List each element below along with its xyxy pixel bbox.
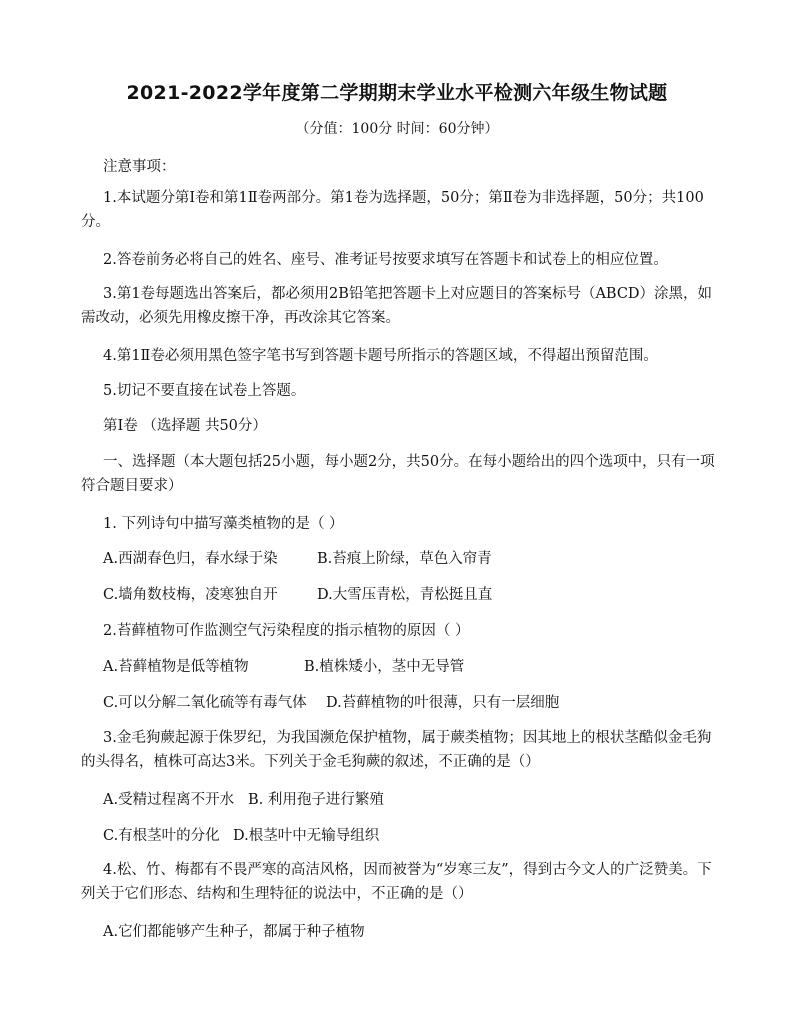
question-stem: 1. 下列诗句中描写藻类植物的是（ ） (103, 516, 344, 532)
answer-option: B. 利用孢子进行繁殖 (248, 792, 384, 808)
answer-option: A.它们都能够产生种子，都属于种子植物 (103, 924, 365, 940)
note-item: 1.本试题分第Ⅰ卷和第1Ⅱ卷两部分。第1卷为选择题，50分；第Ⅱ卷为非选择题，50分；共100分。 (81, 190, 704, 230)
question-stem: 4.松、竹、梅都有不畏严寒的高洁风格，因而被誉为“岁寒三友”，得到古今文人的广泛赞美。下列关于它们形态、结构和生理特征的说法中，不正确的是（） (81, 862, 712, 902)
answer-option: D.苔藓植物的叶很薄，只有一层细胞 (326, 695, 560, 711)
answer-option: A.受精过程离不开水 (103, 792, 235, 808)
section-heading: 第Ⅰ卷 （选择题 共50分） (103, 418, 267, 434)
answer-option: D.大雪压青松，青松挺且直 (317, 587, 493, 603)
answer-option: D.根茎叶中无输导组织 (233, 828, 380, 844)
part-heading: 一、选择题（本大题包括25小题，每小题2分，共50分。在每小题给出的四个选项中，只有一项符合题目要求） (81, 454, 715, 494)
question-stem: 2.苔藓植物可作监测空气污染程度的指示植物的原因（ ） (103, 623, 470, 639)
answer-option: C.有根茎叶的分化 (103, 828, 220, 844)
answer-option: C.可以分解二氧化硫等有毒气体 (103, 695, 307, 711)
answer-option: B.植株矮小，茎中无导管 (304, 659, 465, 675)
notes-heading: 注意事项： (103, 159, 176, 175)
note-item: 3.第1卷每题选出答案后，都必须用2B铅笔把答题卡上对应题目的答案标号（ABCD）涂黑，如需改动，必须先用橡皮擦干净，再改涂其它答案。 (81, 286, 713, 326)
note-item: 2.答卷前务必将自己的姓名、座号、准考证号按要求填写在答题卡和试卷上的相应位置。 (103, 252, 668, 268)
question-stem: 3.金毛狗蕨起源于侏罗纪，为我国濒危保护植物，属于蕨类植物；因其地上的根状茎酷似金毛狗的头得名，植株可高达3米。下列关于金毛狗蕨的叙述，不正确的是（） (81, 730, 712, 770)
answer-option: B.苔痕上阶绿，草色入帘青 (317, 551, 492, 567)
answer-option: A.苔藓植物是低等植物 (103, 659, 249, 675)
answer-option: C.墙角数枝梅，凌寒独自开 (103, 587, 278, 603)
answer-option: A.西湖春色归，春水绿于染 (103, 551, 278, 567)
note-item: 4.第1Ⅱ卷必须用黑色签字笔书写到答题卡题号所指示的答题区域，不得超出预留范围。 (103, 348, 658, 364)
page-title: 2021-2022学年度第二学期期末学业水平检测六年级生物试题 (126, 82, 668, 104)
note-item: 5.切记不要直接在试卷上答题。 (103, 383, 306, 399)
exam-meta: （分值：100分 时间：60分钟） (295, 121, 499, 137)
